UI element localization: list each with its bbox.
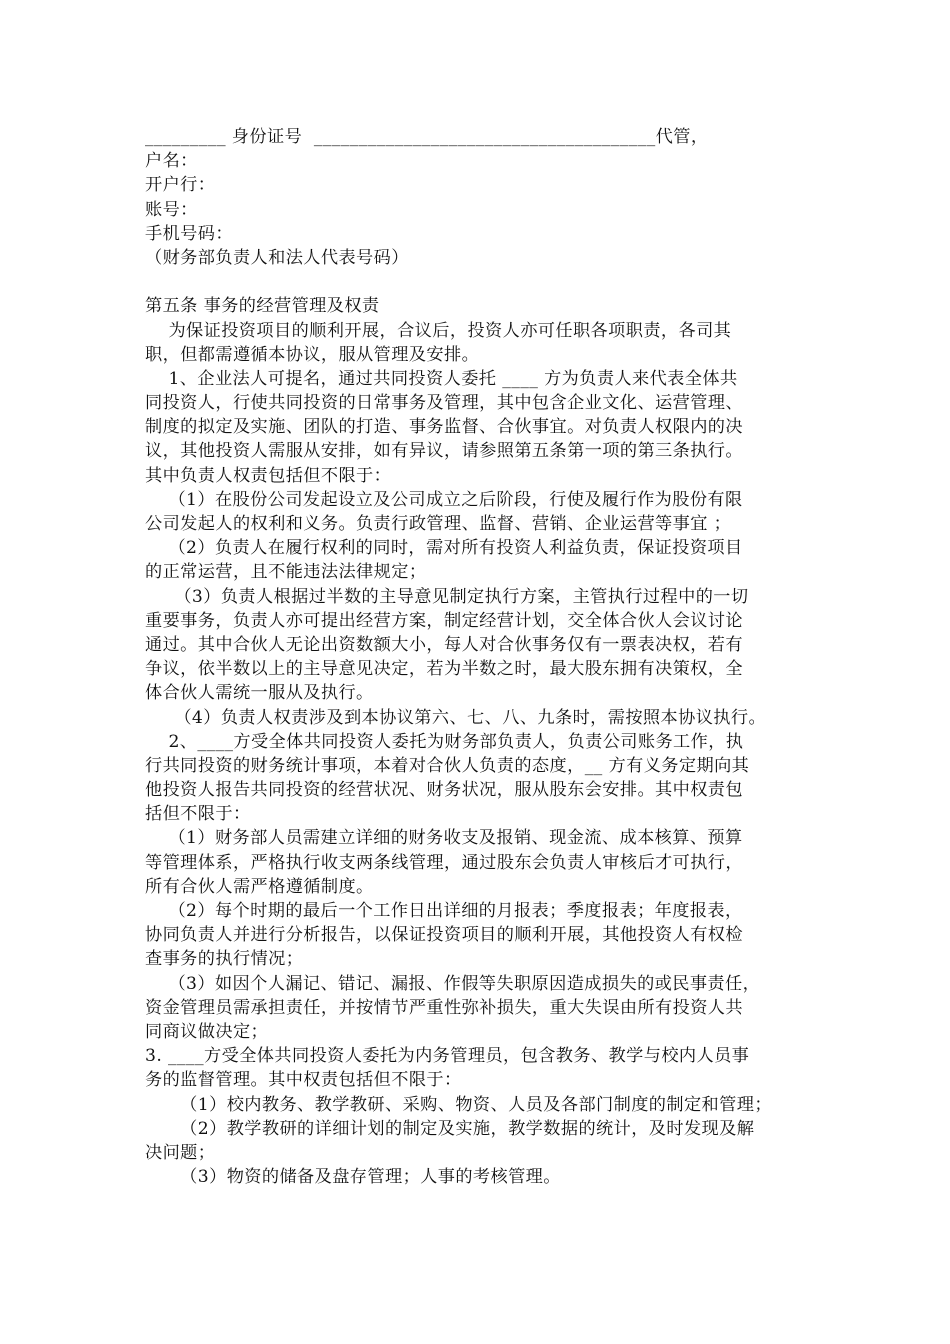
paragraph-line: 他投资人报告共同投资的经营状况、财务状况，服从股东会安排。其中权责包 <box>145 780 743 801</box>
paragraph-line: （3）如因个人漏记、错记、漏报、作假等失职原因造成损失的或民事责任， <box>145 973 761 994</box>
paragraph-line: 3. ____方受全体共同投资人委托为内务管理员，包含教务、教学与校内人员事 <box>145 1046 750 1067</box>
paragraph-line: （1）在股份公司发起设立及公司成立之后阶段，行使及履行作为股份有限 <box>145 489 743 510</box>
paragraph-line: （3）物资的储备及盘存管理；人事的考核管理。 <box>145 1167 561 1188</box>
paragraph-line: 行共同投资的财务统计事项，本着对合伙人负责的态度，__ 方有义务定期向其 <box>145 755 750 776</box>
paragraph-line: 括但不限于： <box>145 804 251 825</box>
paragraph-line: 公司发起人的权利和义务。负责行政管理、监督、营销、企业运营等事宜 ； <box>145 514 732 534</box>
paragraph-line: 所有合伙人需严格遵循制度。 <box>145 876 374 897</box>
phone-note: （财务部负责人和法人代表号码） <box>145 247 409 268</box>
paragraph-line: （4）负责人权责涉及到本协议第六、七、八、九条时，需按照本协议执行。 <box>145 707 767 728</box>
paragraph-line: 通过。其中合伙人无论出资数额大小，每人对合伙事务仅有一票表决权，若有 <box>145 634 743 655</box>
paragraph-line: 同投资人，行使共同投资的日常事务及管理，其中包含企业文化、运营管理、 <box>145 393 743 414</box>
paragraph-line: 争议，依半数以上的主导意见决定，若为半数之时，最大股东拥有决策权，全 <box>145 659 743 680</box>
account-number-label: 账号： <box>145 199 198 220</box>
id-number-line: _________ 身份证号 ______________________________________代管， <box>145 127 709 147</box>
paragraph-line: （1）校内教务、教学教研、采购、物资、人员及各部门制度的制定和管理； <box>145 1094 772 1115</box>
paragraph-line: （1）财务部人员需建立详细的财务收支及报销、现金流、成本核算、预算 <box>145 828 743 849</box>
paragraph-line: 1、企业法人可提名，通过共同投资人委托 ____ 方为负责人来代表全体共 <box>145 368 738 389</box>
article-title: 第五条 事务的经营管理及权责 <box>145 296 380 317</box>
paragraph-line: 决问题； <box>145 1142 216 1163</box>
spacer <box>145 270 825 294</box>
phone-label: 手机号码： <box>145 223 233 244</box>
paragraph-line: （3）负责人根据过半数的主导意见制定执行方案，主管执行过程中的一切 <box>145 586 749 607</box>
paragraph-line: 职，但都需遵循本协议，服从管理及安排。 <box>145 344 480 365</box>
paragraph-line: 资金管理员需承担责任，并按情节严重性弥补损失，重大失误由所有投资人共 <box>145 997 743 1018</box>
paragraph-line: 制度的拟定及实施、团队的打造、事务监督、合伙事宜。对负责人权限内的决 <box>145 417 743 438</box>
paragraph-line: 重要事务，负责人亦可提出经营方案，制定经营计划，交全体合伙人会议讨论 <box>145 610 743 631</box>
paragraph-line: 务的监督管理。其中权责包括但不限于： <box>145 1070 462 1091</box>
paragraph-line: 体合伙人需统一服从及执行。 <box>145 683 374 704</box>
document-page <box>145 125 825 1189</box>
paragraph-line: 的正常运营，且不能违法法律规定； <box>145 562 427 583</box>
paragraph-line: 查事务的执行情况； <box>145 949 304 970</box>
paragraph-line: 同商议做决定； <box>145 1021 269 1042</box>
paragraph-line: 协同负责人并进行分析报告，以保证投资项目的顺利开展，其他投资人有权检 <box>145 925 743 946</box>
bank-label: 开户行： <box>145 175 216 196</box>
paragraph-line: 其中负责人权责包括但不限于： <box>145 465 392 486</box>
paragraph-line: 为保证投资项目的顺利开展，合议后，投资人亦可任职各项职责，各司其 <box>145 320 732 341</box>
paragraph-line: 议，其他投资人需服从安排，如有异议，请参照第五条第一项的第三条执行。 <box>145 441 743 462</box>
paragraph-line: （2）每个时期的最后一个工作日出详细的月报表；季度报表；年度报表， <box>145 901 743 921</box>
paragraph-line: 等管理体系，严格执行收支两条线管理，通过股东会负责人审核后才可执行， <box>145 852 743 873</box>
paragraph-line: （2）负责人在履行权利的同时，需对所有投资人利益负责，保证投资项目 <box>145 538 743 559</box>
account-name-label: 户名： <box>145 151 198 172</box>
article-body <box>145 319 825 1190</box>
paragraph-line: 2、____方受全体共同投资人委托为财务部负责人，负责公司账务工作，执 <box>145 731 744 752</box>
paragraph-line: （2）教学教研的详细计划的制定及实施，教学数据的统计，及时发现及解 <box>145 1118 755 1139</box>
